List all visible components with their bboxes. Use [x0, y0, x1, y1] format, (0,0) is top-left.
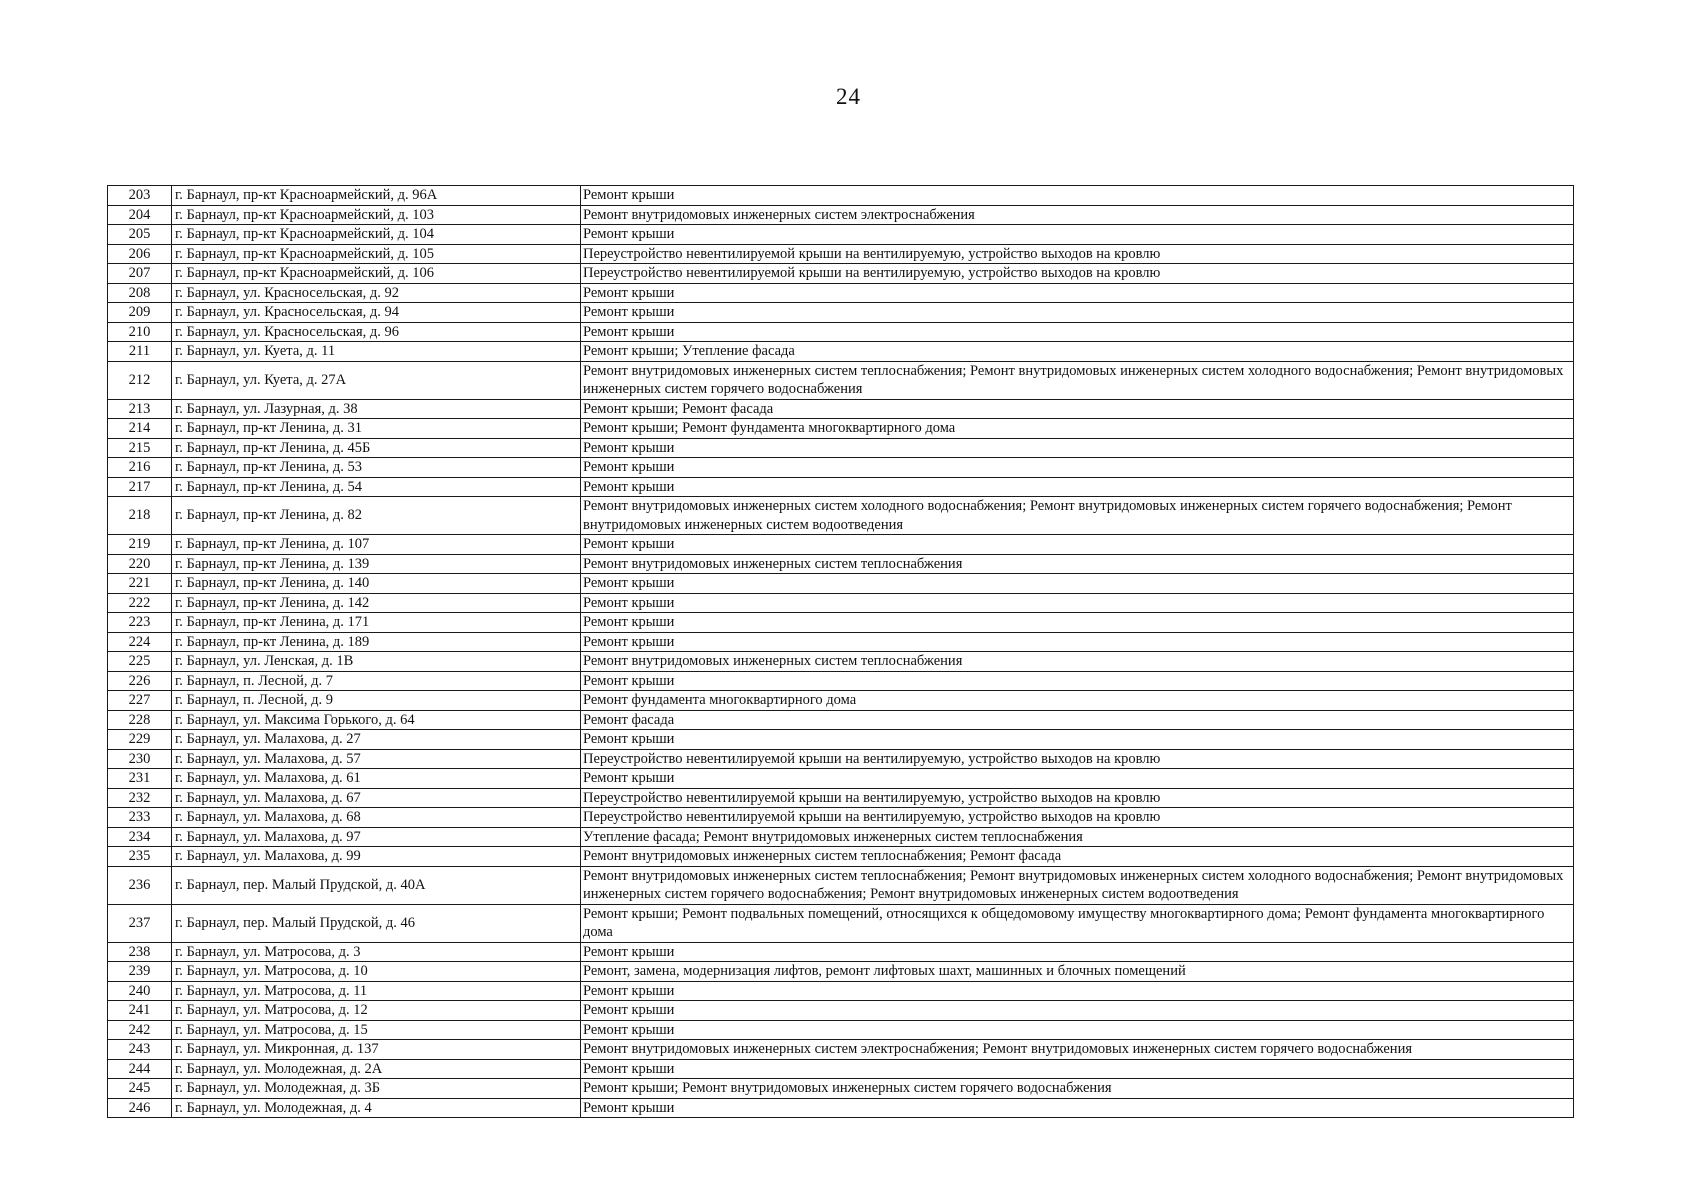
row-number-cell: 212: [108, 361, 172, 399]
table-row: [108, 497, 1574, 535]
address-cell: г. Барнаул, ул. Молодежная, д. 2А: [172, 1059, 581, 1079]
work-type-cell: Ремонт фундамента многоквартирного дома: [581, 691, 1574, 711]
row-number-cell: 226: [108, 671, 172, 691]
address-cell: г. Барнаул, пр-кт Красноармейский, д. 105: [172, 244, 581, 264]
address-cell: г. Барнаул, ул. Лазурная, д. 38: [172, 399, 581, 419]
address-cell: г. Барнаул, пр-кт Ленина, д. 54: [172, 477, 581, 497]
work-type-cell: Ремонт крыши: [581, 1020, 1574, 1040]
table-row: [108, 1020, 1574, 1040]
work-type-cell: Ремонт крыши: [581, 322, 1574, 342]
row-number-cell: 218: [108, 497, 172, 535]
table-row: [108, 1040, 1574, 1060]
address-cell: г. Барнаул, пер. Малый Прудской, д. 46: [172, 904, 581, 942]
work-type-cell: Утепление фасада; Ремонт внутридомовых инженерных систем теплоснабжения: [581, 827, 1574, 847]
work-type-cell: Ремонт крыши; Ремонт фасада: [581, 399, 1574, 419]
address-cell: г. Барнаул, пер. Малый Прудской, д. 40А: [172, 866, 581, 904]
table-row: [108, 671, 1574, 691]
row-number-cell: 236: [108, 866, 172, 904]
row-number-cell: 215: [108, 438, 172, 458]
works-table-body: [108, 186, 1574, 1118]
work-type-cell: Ремонт крыши: [581, 225, 1574, 245]
row-number-cell: 225: [108, 652, 172, 672]
work-type-cell: Ремонт крыши: [581, 593, 1574, 613]
work-type-cell: Ремонт крыши: [581, 458, 1574, 478]
row-number-cell: 220: [108, 554, 172, 574]
work-type-cell: Ремонт внутридомовых инженерных систем теплоснабжения: [581, 652, 1574, 672]
work-type-cell: Ремонт крыши: [581, 632, 1574, 652]
row-number-cell: 242: [108, 1020, 172, 1040]
address-cell: г. Барнаул, ул. Красносельская, д. 94: [172, 303, 581, 323]
work-type-cell: Ремонт крыши: [581, 1001, 1574, 1021]
row-number-cell: 228: [108, 710, 172, 730]
address-cell: г. Барнаул, пр-кт Ленина, д. 82: [172, 497, 581, 535]
row-number-cell: 217: [108, 477, 172, 497]
table-row: [108, 749, 1574, 769]
work-type-cell: Ремонт крыши: [581, 1098, 1574, 1118]
work-type-cell: Ремонт крыши: [581, 186, 1574, 206]
row-number-cell: 232: [108, 788, 172, 808]
row-number-cell: 214: [108, 419, 172, 439]
address-cell: г. Барнаул, пр-кт Ленина, д. 45Б: [172, 438, 581, 458]
row-number-cell: 208: [108, 283, 172, 303]
work-type-cell: Ремонт крыши: [581, 613, 1574, 633]
table-row: [108, 399, 1574, 419]
work-type-cell: Ремонт крыши; Утепление фасада: [581, 342, 1574, 362]
work-type-cell: Ремонт внутридомовых инженерных систем электроснабжения; Ремонт внутридомовых инженерных систем горячего водоснабжения: [581, 1040, 1574, 1060]
address-cell: г. Барнаул, ул. Матросова, д. 3: [172, 942, 581, 962]
table-row: [108, 962, 1574, 982]
table-row: [108, 1098, 1574, 1118]
work-type-cell: Ремонт крыши: [581, 574, 1574, 594]
table-row: [108, 613, 1574, 633]
table-row: [108, 535, 1574, 555]
row-number-cell: 213: [108, 399, 172, 419]
table-row: [108, 1079, 1574, 1099]
row-number-cell: 245: [108, 1079, 172, 1099]
row-number-cell: 241: [108, 1001, 172, 1021]
row-number-cell: 209: [108, 303, 172, 323]
table-row: [108, 788, 1574, 808]
work-type-cell: Ремонт внутридомовых инженерных систем электроснабжения: [581, 205, 1574, 225]
row-number-cell: 231: [108, 769, 172, 789]
address-cell: г. Барнаул, ул. Куета, д. 27А: [172, 361, 581, 399]
row-number-cell: 233: [108, 808, 172, 828]
address-cell: г. Барнаул, ул. Малахова, д. 61: [172, 769, 581, 789]
table-row: [108, 904, 1574, 942]
work-type-cell: Ремонт крыши: [581, 942, 1574, 962]
row-number-cell: 244: [108, 1059, 172, 1079]
work-type-cell: Переустройство невентилируемой крыши на вентилируемую, устройство выходов на кровлю: [581, 788, 1574, 808]
row-number-cell: 207: [108, 264, 172, 284]
table-row: [108, 652, 1574, 672]
address-cell: г. Барнаул, ул. Малахова, д. 97: [172, 827, 581, 847]
row-number-cell: 203: [108, 186, 172, 206]
address-cell: г. Барнаул, ул. Матросова, д. 11: [172, 981, 581, 1001]
work-type-cell: Ремонт крыши: [581, 1059, 1574, 1079]
address-cell: г. Барнаул, ул. Ленская, д. 1В: [172, 652, 581, 672]
table-row: [108, 303, 1574, 323]
address-cell: г. Барнаул, ул. Микронная, д. 137: [172, 1040, 581, 1060]
work-type-cell: Ремонт внутридомовых инженерных систем теплоснабжения; Ремонт внутридомовых инженерных систем холодного водоснабжения; Ремонт внутридомовых инженерных систем горячего водоснабжения; Ремонт внутридомовых инженерных систем водоотведения: [581, 866, 1574, 904]
row-number-cell: 206: [108, 244, 172, 264]
address-cell: г. Барнаул, ул. Красносельская, д. 92: [172, 283, 581, 303]
address-cell: г. Барнаул, пр-кт Ленина, д. 189: [172, 632, 581, 652]
row-number-cell: 239: [108, 962, 172, 982]
table-row: [108, 283, 1574, 303]
address-cell: г. Барнаул, пр-кт Красноармейский, д. 96А: [172, 186, 581, 206]
address-cell: г. Барнаул, ул. Малахова, д. 67: [172, 788, 581, 808]
address-cell: г. Барнаул, пр-кт Ленина, д. 139: [172, 554, 581, 574]
address-cell: г. Барнаул, ул. Малахова, д. 27: [172, 730, 581, 750]
work-type-cell: Ремонт крыши: [581, 769, 1574, 789]
table-row: [108, 866, 1574, 904]
work-type-cell: Ремонт внутридомовых инженерных систем теплоснабжения; Ремонт фасада: [581, 847, 1574, 867]
work-type-cell: Переустройство невентилируемой крыши на вентилируемую, устройство выходов на кровлю: [581, 244, 1574, 264]
address-cell: г. Барнаул, пр-кт Ленина, д. 171: [172, 613, 581, 633]
row-number-cell: 219: [108, 535, 172, 555]
work-type-cell: Ремонт крыши: [581, 730, 1574, 750]
work-type-cell: Ремонт крыши: [581, 535, 1574, 555]
table-row: [108, 322, 1574, 342]
row-number-cell: 240: [108, 981, 172, 1001]
work-type-cell: Ремонт крыши; Ремонт подвальных помещений, относящихся к общедомовому имуществу многоквартирного дома; Ремонт фундамента многоквартирного дома: [581, 904, 1574, 942]
table-row: [108, 691, 1574, 711]
table-row: [108, 981, 1574, 1001]
work-type-cell: Ремонт внутридомовых инженерных систем холодного водоснабжения; Ремонт внутридомовых инженерных систем горячего водоснабжения; Ремонт внутридомовых инженерных систем водоотведения: [581, 497, 1574, 535]
row-number-cell: 229: [108, 730, 172, 750]
address-cell: г. Барнаул, пр-кт Ленина, д. 53: [172, 458, 581, 478]
row-number-cell: 234: [108, 827, 172, 847]
address-cell: г. Барнаул, ул. Молодежная, д. 3Б: [172, 1079, 581, 1099]
table-row: [108, 574, 1574, 594]
work-type-cell: Ремонт крыши: [581, 671, 1574, 691]
address-cell: г. Барнаул, п. Лесной, д. 9: [172, 691, 581, 711]
row-number-cell: 246: [108, 1098, 172, 1118]
table-row: [108, 361, 1574, 399]
address-cell: г. Барнаул, ул. Максима Горького, д. 64: [172, 710, 581, 730]
table-row: [108, 186, 1574, 206]
address-cell: г. Барнаул, пр-кт Ленина, д. 140: [172, 574, 581, 594]
table-row: [108, 769, 1574, 789]
row-number-cell: 222: [108, 593, 172, 613]
table-row: [108, 342, 1574, 362]
page-number: 24: [836, 84, 861, 109]
table-row: [108, 554, 1574, 574]
address-cell: г. Барнаул, ул. Молодежная, д. 4: [172, 1098, 581, 1118]
address-cell: г. Барнаул, ул. Матросова, д. 10: [172, 962, 581, 982]
work-type-cell: Переустройство невентилируемой крыши на вентилируемую, устройство выходов на кровлю: [581, 264, 1574, 284]
row-number-cell: 221: [108, 574, 172, 594]
address-cell: г. Барнаул, пр-кт Красноармейский, д. 103: [172, 205, 581, 225]
address-cell: г. Барнаул, пр-кт Ленина, д. 107: [172, 535, 581, 555]
address-cell: г. Барнаул, пр-кт Красноармейский, д. 106: [172, 264, 581, 284]
row-number-cell: 227: [108, 691, 172, 711]
address-cell: г. Барнаул, ул. Куета, д. 11: [172, 342, 581, 362]
row-number-cell: 237: [108, 904, 172, 942]
table-row: [108, 438, 1574, 458]
table-row: [108, 225, 1574, 245]
table-row: [108, 458, 1574, 478]
table-row: [108, 244, 1574, 264]
address-cell: г. Барнаул, ул. Малахова, д. 68: [172, 808, 581, 828]
work-type-cell: Ремонт фасада: [581, 710, 1574, 730]
table-row: [108, 808, 1574, 828]
table-row: [108, 477, 1574, 497]
work-type-cell: Переустройство невентилируемой крыши на вентилируемую, устройство выходов на кровлю: [581, 808, 1574, 828]
row-number-cell: 211: [108, 342, 172, 362]
row-number-cell: 216: [108, 458, 172, 478]
table-row: [108, 847, 1574, 867]
table-row: [108, 419, 1574, 439]
work-type-cell: Ремонт внутридомовых инженерных систем теплоснабжения: [581, 554, 1574, 574]
row-number-cell: 205: [108, 225, 172, 245]
work-type-cell: Ремонт крыши: [581, 477, 1574, 497]
address-cell: г. Барнаул, п. Лесной, д. 7: [172, 671, 581, 691]
work-type-cell: Переустройство невентилируемой крыши на вентилируемую, устройство выходов на кровлю: [581, 749, 1574, 769]
table-row: [108, 632, 1574, 652]
row-number-cell: 230: [108, 749, 172, 769]
address-cell: г. Барнаул, пр-кт Красноармейский, д. 104: [172, 225, 581, 245]
address-cell: г. Барнаул, пр-кт Ленина, д. 142: [172, 593, 581, 613]
work-type-cell: Ремонт крыши; Ремонт фундамента многоквартирного дома: [581, 419, 1574, 439]
work-type-cell: Ремонт внутридомовых инженерных систем теплоснабжения; Ремонт внутридомовых инженерных систем холодного водоснабжения; Ремонт внутридомовых инженерных систем горячего водоснабжения: [581, 361, 1574, 399]
row-number-cell: 204: [108, 205, 172, 225]
work-type-cell: Ремонт крыши: [581, 981, 1574, 1001]
work-type-cell: Ремонт, замена, модернизация лифтов, ремонт лифтовых шахт, машинных и блочных помещений: [581, 962, 1574, 982]
work-type-cell: Ремонт крыши: [581, 438, 1574, 458]
table-row: [108, 942, 1574, 962]
address-cell: г. Барнаул, ул. Матросова, д. 15: [172, 1020, 581, 1040]
table-row: [108, 730, 1574, 750]
table-row: [108, 593, 1574, 613]
table-row: [108, 205, 1574, 225]
table-row: [108, 1059, 1574, 1079]
address-cell: г. Барнаул, ул. Малахова, д. 99: [172, 847, 581, 867]
work-type-cell: Ремонт крыши; Ремонт внутридомовых инженерных систем горячего водоснабжения: [581, 1079, 1574, 1099]
table-row: [108, 827, 1574, 847]
address-cell: г. Барнаул, пр-кт Ленина, д. 31: [172, 419, 581, 439]
table-row: [108, 1001, 1574, 1021]
row-number-cell: 243: [108, 1040, 172, 1060]
work-type-cell: Ремонт крыши: [581, 283, 1574, 303]
work-type-cell: Ремонт крыши: [581, 303, 1574, 323]
row-number-cell: 210: [108, 322, 172, 342]
address-cell: г. Барнаул, ул. Матросова, д. 12: [172, 1001, 581, 1021]
table-row: [108, 264, 1574, 284]
address-cell: г. Барнаул, ул. Малахова, д. 57: [172, 749, 581, 769]
address-cell: г. Барнаул, ул. Красносельская, д. 96: [172, 322, 581, 342]
row-number-cell: 223: [108, 613, 172, 633]
row-number-cell: 224: [108, 632, 172, 652]
row-number-cell: 235: [108, 847, 172, 867]
table-row: [108, 710, 1574, 730]
row-number-cell: 238: [108, 942, 172, 962]
works-table: [107, 185, 1574, 1118]
